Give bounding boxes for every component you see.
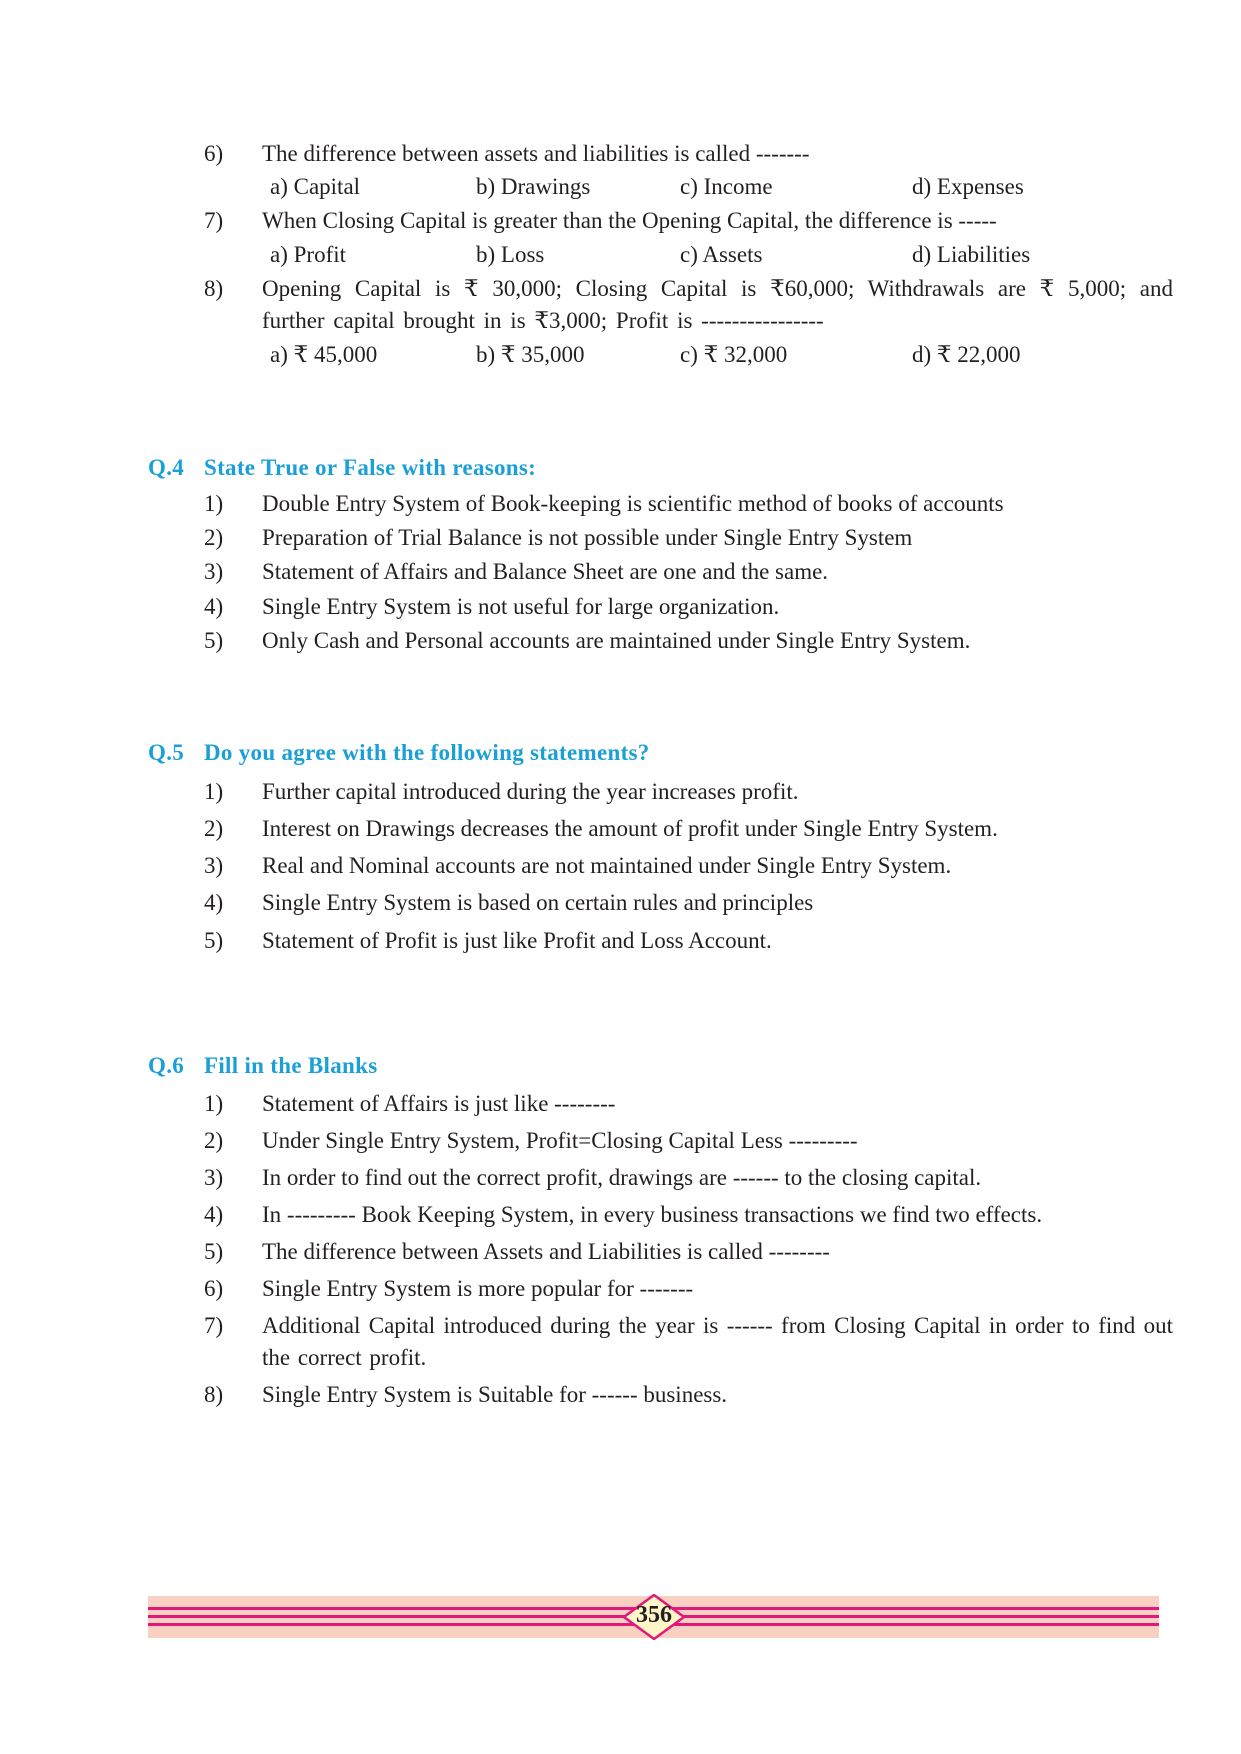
- item-number: 8): [204, 276, 224, 301]
- item-number: 7): [204, 1313, 224, 1338]
- item-text: Statement of Affairs and Balance Sheet are one and the same.: [262, 559, 829, 584]
- item-text: Double Entry System of Book-keeping is scientific method of books of accounts: [262, 491, 1004, 516]
- item-number: 1): [204, 491, 224, 516]
- q6-heading: [148, 1053, 377, 1079]
- option-a: a) ₹ 45,000: [270, 342, 378, 367]
- item-number: 1): [204, 779, 224, 804]
- item-text: The difference between Assets and Liabilities is called --------: [262, 1239, 830, 1264]
- question-number: Q.6: [148, 1053, 185, 1078]
- item-text: In order to find out the correct profit, drawings are ------ to the closing capital.: [262, 1165, 982, 1190]
- item-number: 5): [204, 928, 224, 953]
- option-c: c) Income: [680, 174, 773, 199]
- option-a: a) Profit: [270, 242, 347, 267]
- item-number: 5): [204, 1239, 224, 1264]
- item-number: 2): [204, 1128, 224, 1153]
- option-c: c) ₹ 32,000: [680, 342, 788, 367]
- page-number: 356: [636, 1602, 672, 1628]
- item-text: In --------- Book Keeping System, in every business transactions we find two effects.: [262, 1202, 1043, 1227]
- option-d: d) Liabilities: [912, 242, 1031, 267]
- item-number: 3): [204, 559, 224, 584]
- question-title: State True or False with reasons:: [204, 455, 537, 480]
- item-text: Additional Capital introduced during the year is ------ from Closing Capital in order to find out the correct profit.: [262, 1313, 1173, 1370]
- option-b: b) Loss: [476, 242, 545, 267]
- item-text: Single Entry System is based on certain rules and principles: [262, 890, 814, 915]
- question-text: Opening Capital is ₹ 30,000; Closing Capital is ₹60,000; Withdrawals are ₹ 5,000; and further capital brought in is ₹3,000; Profit is ----------------: [262, 276, 1173, 333]
- question-text: When Closing Capital is greater than the Opening Capital, the difference is -----: [262, 208, 997, 233]
- question-number: Q.5: [148, 740, 185, 765]
- option-d: d) Expenses: [912, 174, 1024, 199]
- item-number: 4): [204, 890, 224, 915]
- page-footer: [148, 1596, 1159, 1638]
- option-a: a) Capital: [270, 174, 361, 199]
- item-number: 1): [204, 1091, 224, 1116]
- item-text: Single Entry System is not useful for large organization.: [262, 594, 780, 619]
- option-d: d) ₹ 22,000: [912, 342, 1021, 367]
- item-text: Only Cash and Personal accounts are maintained under Single Entry System.: [262, 628, 971, 653]
- item-text: Statement of Affairs is just like --------: [262, 1091, 616, 1116]
- q4-heading: [148, 455, 536, 481]
- item-number: 4): [204, 1202, 224, 1227]
- item-text: Real and Nominal accounts are not maintained under Single Entry System.: [262, 853, 952, 878]
- question-title: Do you agree with the following statements?: [204, 740, 650, 765]
- item-text: Single Entry System is more popular for -------: [262, 1276, 694, 1301]
- option-c: c) Assets: [680, 242, 763, 267]
- item-number: 2): [204, 525, 224, 550]
- item-number: 4): [204, 594, 224, 619]
- option-b: b) ₹ 35,000: [476, 342, 585, 367]
- item-text: Single Entry System is Suitable for ------ business.: [262, 1382, 728, 1407]
- item-text: Interest on Drawings decreases the amount of profit under Single Entry System.: [262, 816, 998, 841]
- option-b: b) Drawings: [476, 174, 591, 199]
- item-number: 5): [204, 628, 224, 653]
- item-number: 7): [204, 208, 224, 233]
- item-number: 2): [204, 816, 224, 841]
- item-number: 6): [204, 141, 224, 166]
- question-text: The difference between assets and liabilities is called -------: [262, 141, 810, 166]
- item-number: 3): [204, 1165, 224, 1190]
- item-text: Further capital introduced during the year increases profit.: [262, 779, 799, 804]
- question-title: Fill in the Blanks: [204, 1053, 378, 1078]
- page-number-badge: [623, 1594, 685, 1640]
- item-number: 8): [204, 1382, 224, 1407]
- item-number: 6): [204, 1276, 224, 1301]
- item-number: 3): [204, 853, 224, 878]
- item-text: Statement of Profit is just like Profit and Loss Account.: [262, 928, 772, 953]
- q5-heading: [148, 740, 650, 766]
- item-text: Preparation of Trial Balance is not possible under Single Entry System: [262, 525, 913, 550]
- item-text: Under Single Entry System, Profit=Closing Capital Less ---------: [262, 1128, 858, 1153]
- question-number: Q.4: [148, 455, 185, 480]
